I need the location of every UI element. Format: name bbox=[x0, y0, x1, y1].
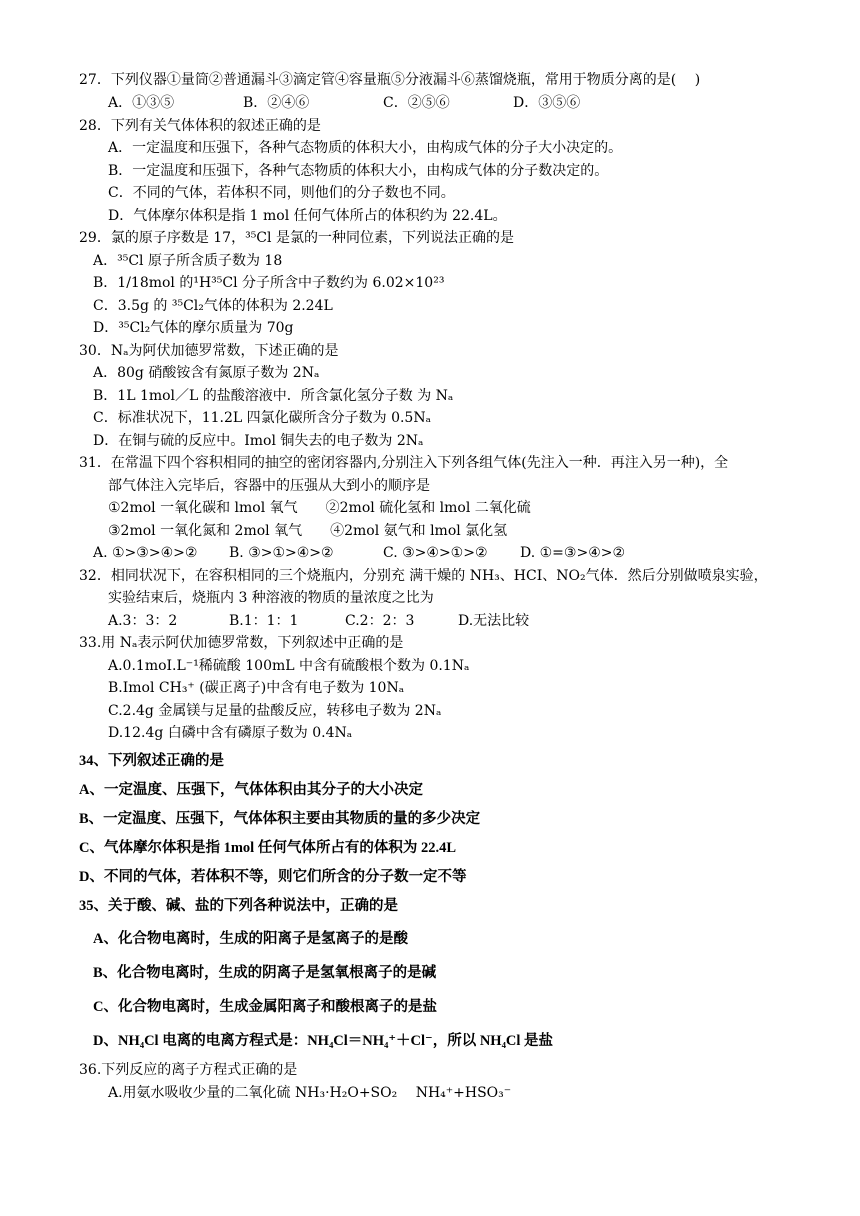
question-29-option-b: B．1/18mol 的¹H³⁵Cl 分子所含中子数约为 6.02×10²³ bbox=[93, 275, 445, 291]
question-32-stem-line-1: 32．相同状况下，在容积相同的三个烧瓶内，分别充 满干燥的 NH₃、HCI、NO₂气体．然后分别做喷泉实验， bbox=[79, 568, 768, 584]
question-33-option-c: C.2.4g 金属镁与足量的盐酸反应，转移电子数为 2Nₐ bbox=[108, 703, 442, 719]
question-29-stem: 29．氯的原子序数是 17，³⁵Cl 是氯的一种同位素，下列说法正确的是 bbox=[79, 230, 514, 246]
question-28-option-a: A．一定温度和压强下，各种气态物质的体积大小，由构成气体的分子大小决定的。 bbox=[108, 140, 623, 156]
question-31-stem-line-2: 部气体注入完毕后，容器中的压强从大到小的顺序是 bbox=[108, 478, 430, 494]
question-28-option-b: B．一定温度和压强下，各种气态物质的体积大小，由构成气体的分子数决定的。 bbox=[108, 163, 609, 179]
question-27-option-b: B．②④⑥ bbox=[243, 95, 310, 111]
question-33-option-b: B.Imol CH₃⁺ (碳正离子)中含有电子数为 10Nₐ bbox=[108, 680, 405, 696]
question-30-option-d: D．在铜与硫的反应中。Imol 铜失去的电子数为 2Nₐ bbox=[93, 433, 424, 449]
question-27-stem: 27．下列仪器①量筒②普通漏斗③滴定管④容量瓶⑤分液漏斗⑥蒸馏烧瓶，常用于物质分离的是( ) bbox=[79, 72, 701, 88]
question-27-option-c: C．②⑤⑥ bbox=[383, 95, 450, 111]
question-35-stem: 35、关于酸、碱、盐的下列各种说法中，正确的是 bbox=[79, 898, 398, 914]
question-31-stem-line-1: 31．在常温下四个容积相同的抽空的密闭容器内,分别注入下列各组气体(先注入一种．再注入另一种)，全 bbox=[79, 455, 729, 471]
question-36-option-a: A.用氨水吸收少量的二氧化硫 NH₃·H₂O+SO₂ NH₄⁺+HSO₃⁻ bbox=[108, 1085, 512, 1101]
question-36-stem: 36.下列反应的离子方程式正确的是 bbox=[79, 1062, 298, 1078]
question-27-option-a: A．①③⑤ bbox=[108, 95, 175, 111]
question-32-stem-line-2: 实验结束后，烧瓶内 3 种溶液的物质的量浓度之比为 bbox=[108, 590, 434, 606]
question-35-option-d: D、NH₄Cl 电离的电离方程式是：NH₄Cl＝NH₄⁺＋Cl⁻，所以 NH₄Cl 是盐 bbox=[93, 1033, 554, 1049]
question-32-option-c: C.2：2：3 bbox=[345, 613, 415, 629]
question-31-option-c: C. ③>④>①>② bbox=[383, 545, 488, 561]
question-31-option-d: D. ①=③>④>② bbox=[520, 545, 626, 561]
question-29-option-c: C．3.5g 的 ³⁵Cl₂气体的体积为 2.24L bbox=[93, 298, 333, 314]
question-28-option-d: D．气体摩尔体积是指 1 mol 任何气体所占的体积约为 22.4L。 bbox=[108, 208, 507, 224]
question-32-option-a: A.3：3：2 bbox=[108, 613, 178, 629]
question-31-items-row-2: ③2mol 一氧化氮和 2mol 氧气 ④2mol 氨气和 lmol 氯化氢 bbox=[108, 523, 508, 539]
question-27-option-d: D．③⑤⑥ bbox=[513, 95, 581, 111]
question-34-option-d: D、不同的气体，若体积不等，则它们所含的分子数一定不等 bbox=[79, 869, 467, 885]
question-30-option-b: B．1L 1mol／L 的盐酸溶液中．所含氯化氢分子数 为 Nₐ bbox=[93, 388, 454, 404]
question-31-option-a: A. ①>③>④>② bbox=[93, 545, 198, 561]
question-34-option-c: C、气体摩尔体积是指 1mol 任何气体所占有的体积为 22.4L bbox=[79, 840, 456, 856]
question-29-option-d: D．³⁵Cl₂气体的摩尔质量为 70g bbox=[93, 320, 294, 336]
question-34-option-a: A、一定温度、压强下，气体体积由其分子的大小决定 bbox=[79, 782, 423, 798]
question-30-option-a: A．80g 硝酸铵含有氮原子数为 2Nₐ bbox=[93, 365, 320, 381]
question-32-option-b: B.1：1：1 bbox=[229, 613, 299, 629]
question-35-option-a: A、化合物电离时，生成的阳离子是氢离子的是酸 bbox=[93, 931, 408, 947]
question-31-option-b: B. ③>①>④>② bbox=[229, 545, 334, 561]
question-34-stem: 34、下列叙述正确的是 bbox=[79, 753, 224, 769]
question-33-option-d: D.12.4g 白磷中含有磷原子数为 0.4Nₐ bbox=[108, 725, 353, 741]
question-35-option-b: B、化合物电离时，生成的阴离子是氢氧根离子的是碱 bbox=[93, 965, 437, 981]
question-32-option-d: D.无法比较 bbox=[458, 613, 530, 629]
question-31-items-row-1: ①2mol 一氧化碳和 lmol 氧气 ②2mol 硫化氢和 lmol 二氧化硫 bbox=[108, 500, 531, 516]
question-30-option-c: C．标准状况下，11.2L 四氯化碳所含分子数为 0.5Nₐ bbox=[93, 410, 431, 426]
question-30-stem: 30．Nₐ为阿伏加德罗常数，下述正确的是 bbox=[79, 343, 339, 359]
question-28-option-c: C．不同的气体，若体积不同，则他们的分子数也不同。 bbox=[108, 185, 455, 201]
question-35-option-c: C、化合物电离时，生成金属阳离子和酸根离子的是盐 bbox=[93, 999, 437, 1015]
question-29-option-a: A．³⁵Cl 原子所含质子数为 18 bbox=[93, 253, 283, 269]
question-28-stem: 28．下列有关气体体积的叙述正确的是 bbox=[79, 118, 321, 134]
question-33-option-a: A.0.1moI.L⁻¹稀硫酸 100mL 中含有硫酸根个数为 0.1Nₐ bbox=[108, 658, 470, 674]
question-34-option-b: B、一定温度、压强下，气体体积主要由其物质的量的多少决定 bbox=[79, 811, 481, 827]
question-33-stem: 33.用 Nₐ表示阿伏加德罗常数，下列叙述中正确的是 bbox=[79, 635, 404, 651]
